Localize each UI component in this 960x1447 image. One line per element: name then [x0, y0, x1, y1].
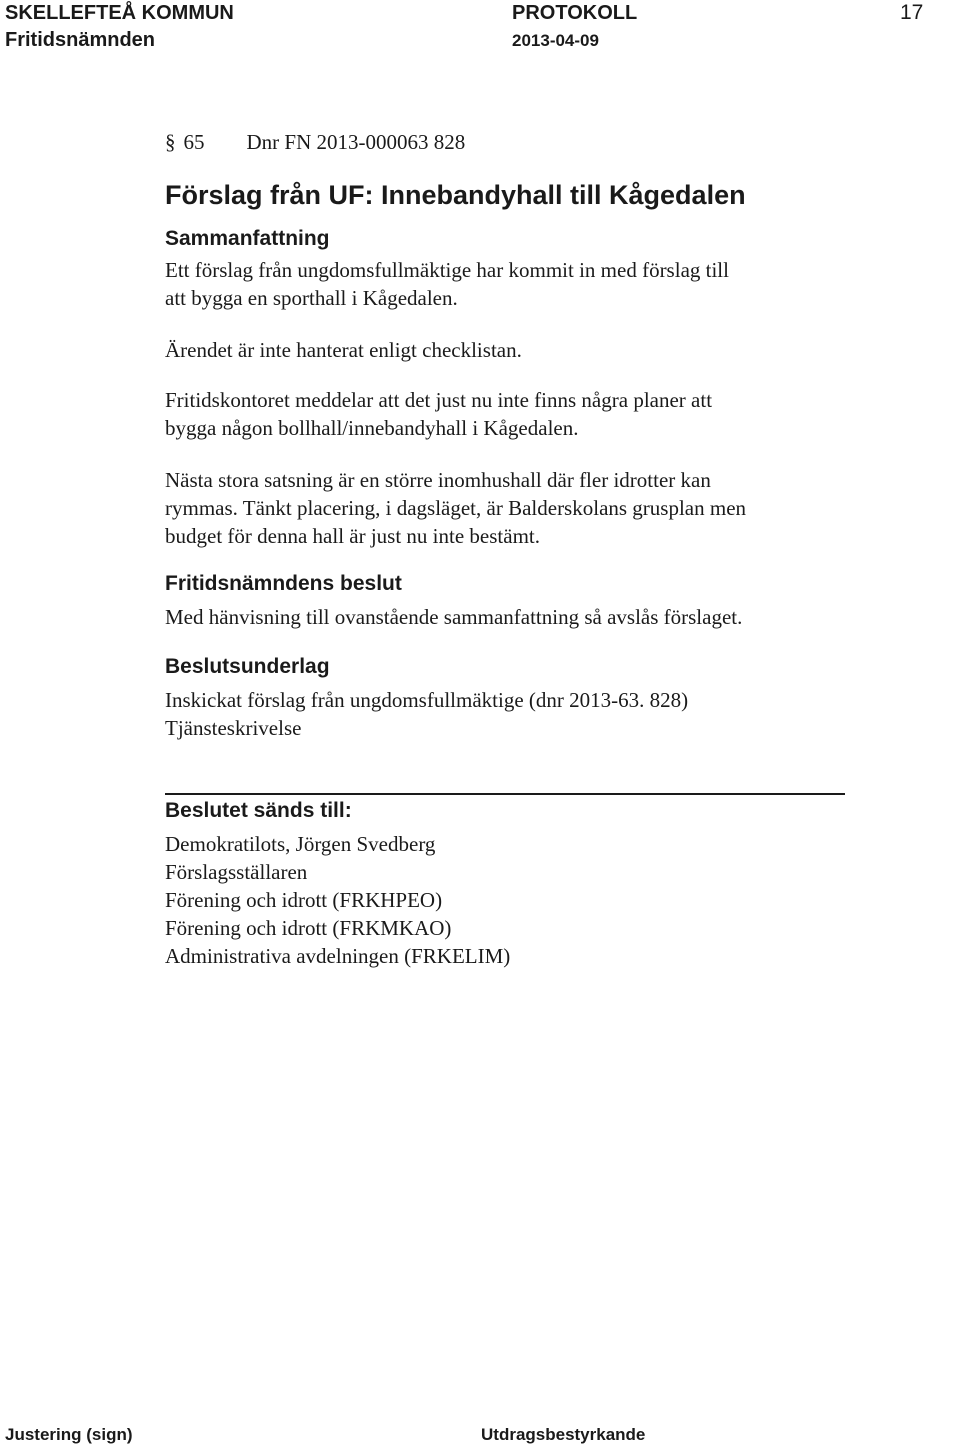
next-line: Nästa stora satsning är en större inomhushall där fler idrotter kan [165, 468, 711, 492]
next-investment-paragraph [165, 466, 746, 550]
office-line: Fritidskontoret meddelar att det just nu inte finns några planer att [165, 388, 713, 412]
divider-line [165, 793, 845, 795]
recipients-heading: Beslutet sänds till: [165, 799, 352, 822]
recipient-item: Förening och idrott (FRKHPEO) [165, 888, 443, 912]
recipient-item: Administrativa avdelningen (FRKELIM) [165, 944, 511, 968]
summary-line: Ett förslag från ungdomsfullmäktige har kommit in med förslag till [165, 258, 729, 282]
municipality-name: SKELLEFTEÅ KOMMUN [5, 2, 234, 24]
office-paragraph [165, 386, 712, 442]
section-reference [165, 128, 465, 156]
basis-list [165, 686, 688, 742]
meeting-date: 2013-04-09 [512, 31, 599, 50]
basis-heading: Beslutsunderlag [165, 655, 330, 678]
footer-certification-label: Utdragsbestyrkande [481, 1425, 646, 1444]
basis-item: Tjänsteskrivelse [165, 716, 302, 740]
recipient-item: Förening och idrott (FRKMKAO) [165, 916, 452, 940]
recipients-list [165, 830, 510, 970]
diary-number: Dnr FN 2013-000063 828 [246, 130, 466, 154]
summary-heading: Sammanfattning [165, 227, 330, 250]
decision-heading: Fritidsnämndens beslut [165, 572, 402, 595]
recipient-item: Demokratilots, Jörgen Svedberg [165, 832, 436, 856]
next-line: rymmas. Tänkt placering, i dagsläget, är Balderskolans grusplan men [165, 496, 747, 520]
document-type: PROTOKOLL [512, 2, 638, 24]
section-number: 65 [183, 130, 205, 154]
summary-paragraph [165, 256, 729, 312]
footer-signature-label: Justering (sign) [5, 1425, 133, 1444]
checklist-note: Ärendet är inte hanterat enligt checklistan. [165, 338, 522, 362]
page-number: 17 [900, 1, 924, 24]
committee-name: Fritidsnämnden [5, 29, 156, 51]
next-line: budget för denna hall är just nu inte bestämt. [165, 524, 540, 548]
section-sign: § [165, 130, 176, 154]
item-title: Förslag från UF: Innebandyhall till Kågedalen [165, 180, 746, 210]
summary-line: att bygga en sporthall i Kågedalen. [165, 286, 458, 310]
decision-text: Med hänvisning till ovanstående sammanfattning så avslås förslaget. [165, 605, 743, 629]
office-line: bygga någon bollhall/innebandyhall i Kågedalen. [165, 416, 579, 440]
basis-item: Inskickat förslag från ungdomsfullmäktige (dnr 2013-63. 828) [165, 688, 689, 712]
recipient-item: Förslagsställaren [165, 860, 308, 884]
